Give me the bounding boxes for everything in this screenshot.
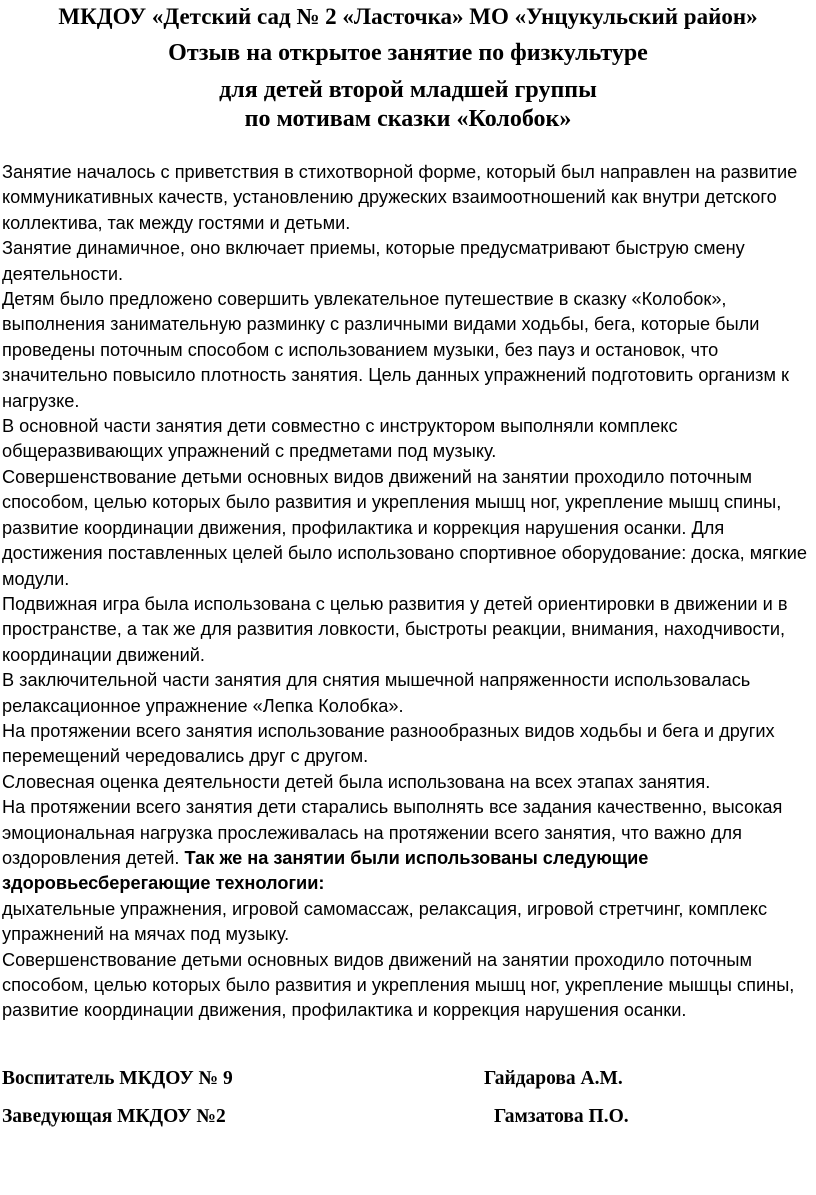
paragraph-technologies-bold: Так же на занятии были использованы следующие здоровьесберегающие технологии: [2, 847, 649, 894]
paragraph-final-part: В заключительной части занятия для снятия мышечной напряженности использовалась релаксационное упражнение «Лепка Колобка». [2, 670, 751, 716]
document-body [2, 160, 816, 1024]
paragraph-main-part: В основной части занятия дети совместно с инструктором выполняли комплекс общеразвивающих упражнений с предметами под музыку. [2, 416, 678, 462]
paragraph-dynamics: Занятие динамичное, оно включает приемы, которые предусматривают быструю смену деятельности. [2, 238, 745, 284]
institution-heading: МКДОУ «Детский сад № 2 «Ласточка» МО «Унцукульский район» [58, 4, 758, 29]
paragraph-technologies-text: На протяжении всего занятия дети старались выполнять все задания качественно, высокая эмоциональная нагрузка прослеживалась на протяжении всего занятия, что важно для оздоровления детей. [2, 797, 783, 868]
signature-name-educator: Гайдарова А.М. [484, 1068, 623, 1089]
paragraph-game: Подвижная игра была использована с целью развития у детей ориентировки в движении и в пространстве, а так же для развития ловкости, быстроты реакции, внимания, находчивости, координации движений. [2, 593, 788, 665]
paragraph-movements-repeat: Совершенствование детьми основных видов движений на занятии проходило поточным способом, целью которых было развития и укрепления мышц ног, укрепление мышцы спины, развитие координации движения, профилактика и коррекция нарушения осанки. [2, 949, 795, 1021]
paragraph-technologies-list: дыхательные упражнения, игровой самомассаж, релаксация, игровой стретчинг, комплекс упражнений на мячах под музыку. [2, 898, 768, 945]
document-title-line-1: Отзыв на открытое занятие по физкультуре [168, 40, 648, 66]
paragraph-walking: На протяжении всего занятия использование разнообразных видов ходьбы и бега и других перемещений чередовались друг с другом. [2, 720, 775, 767]
signature-role-educator: Воспитатель МКДОУ № 9 [2, 1068, 233, 1089]
document-title-line-2: для детей второй младшей группы [219, 77, 597, 103]
paragraph-movements: Совершенствование детьми основных видов движений на занятии проходило поточным способом, целью которых было развития и укрепления мышц ног, укрепление мышц спины, развитие координации движения, профилактика и коррекция нарушения осанки. Для достижения поставленных целей было использовано спортивное оборудование: доска, мягкие модули. [2, 466, 807, 589]
signature-name-head: Гамзатова П.О. [494, 1106, 629, 1127]
document-title-line-3: по мотивам сказки «Колобок» [244, 106, 572, 132]
paragraph-warmup: Детям было предложено совершить увлекательное путешествие в сказку «Колобок», выполнения занимательную разминку с различными видами ходьбы, бега, которые были проведены поточным способом с использованием музыки, без пауз и остановок, что значительно повысило плотность занятия. Цель данных упражнений подготовить организм к нагрузке. [2, 289, 789, 411]
paragraph-technologies [2, 795, 816, 897]
paragraph-greeting: Занятие началось с приветствия в стихотворной форме, который был направлен на развитие коммуникативных качеств, установлению дружеских взаимоотношений как внутри детского коллектива, так между гостями и детьми. [2, 162, 798, 233]
signature-role-head: Заведующая МКДОУ №2 [2, 1106, 226, 1127]
paragraph-assessment: Словесная оценка деятельности детей была использована на всех этапах занятия. [2, 771, 711, 792]
